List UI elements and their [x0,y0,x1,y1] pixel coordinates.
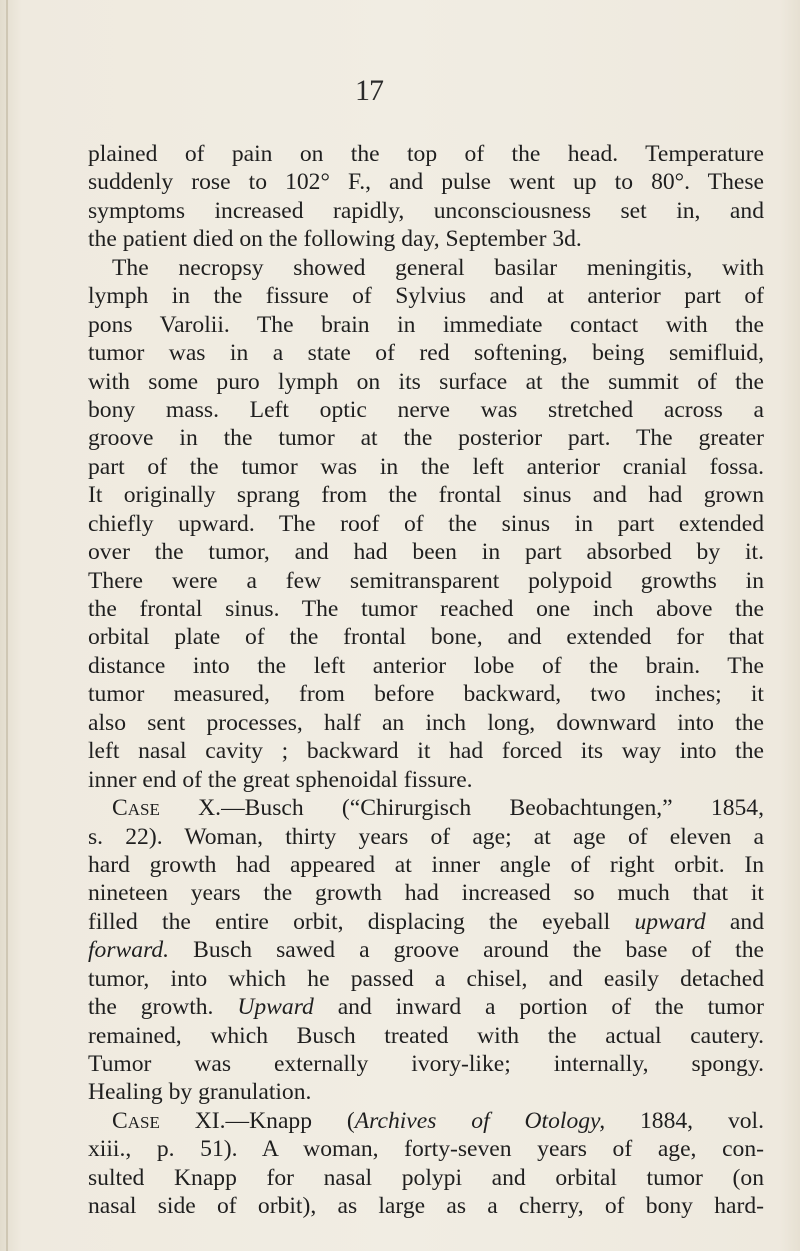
text-run: left nasal cavity ; backward it had forced its way into the [88,738,764,765]
text-line [88,168,764,196]
text-run: X.—Busch (“Chirurgisch Beobachtungen,” 1854, [159,795,764,822]
text-line [88,794,764,822]
text-line [88,453,764,481]
text-run: The necropsy showed general basilar meningitis, with [112,254,764,281]
text-run: remained, which Busch treated with the actual cautery. [88,1022,764,1049]
text-line [88,1050,764,1078]
italic-text: forward. [88,937,170,964]
text-line [88,368,764,396]
text-line [88,936,764,964]
text-run: lymph in the fissure of Sylvius and at anterior part of [88,283,764,310]
text-line [88,1078,764,1106]
page-number: 17 [355,74,383,107]
text-line [88,311,764,339]
text-line [88,510,764,538]
text-line [88,993,764,1021]
text-run: There were a few semitransparent polypoid growths in [88,567,764,594]
text-line [88,140,764,168]
text-run: over the tumor, and had been in part absorbed by it. [88,539,764,566]
text-run: plained of pain on the top of the head. Temperature [88,141,764,167]
text-line [88,225,764,253]
text-line [88,965,764,993]
text-line [88,396,764,424]
text-line [88,424,764,452]
text-line [88,197,764,225]
text-line [88,282,764,310]
text-line [88,1022,764,1050]
text-line [88,908,764,936]
text-line [88,623,764,651]
text-line [88,879,764,907]
text-run: orbital plate of the frontal bone, and extended for that [88,624,764,651]
text-line [88,766,764,794]
text-run: It originally sprang from the frontal sinus and had grown [88,482,764,509]
text-run: Healing by granulation. [88,1079,312,1106]
text-line [88,595,764,623]
text-run: tumor was in a state of red softening, being semifluid, [88,340,764,367]
text-run: inner end of the great sphenoidal fissure. [88,766,473,793]
text-run: nasal side of orbit), as large as a cherry, of bony hard- [88,1193,764,1220]
text-line [88,652,764,680]
text-run: tumor measured, from before backward, two inches; it [88,681,764,708]
text-line [88,254,764,282]
body-text [88,140,764,1221]
text-line [88,1192,764,1220]
text-line [88,1107,764,1135]
text-run: also sent processes, half an inch long, downward into the [88,709,764,736]
text-line [88,538,764,566]
text-run: Tumor was externally ivory-like; internally, spongy. [88,1051,764,1077]
italic-text: upward [634,908,706,935]
text-run: chiefly upward. The roof of the sinus in part extended [88,510,764,537]
text-line [88,1164,764,1192]
text-run: xiii., p. 51). A woman, forty-seven years of age, con- [88,1136,764,1163]
text-line [88,823,764,851]
text-run: tumor, into which he passed a chisel, and easily detached [88,965,764,992]
text-run: suddenly rose to 102° F., and pulse went up to 80°. These [88,169,764,196]
text-run: groove in the tumor at the posterior part. The greater [88,425,764,452]
text-line [88,1135,764,1163]
text-line [88,737,764,765]
text-run: the frontal sinus. The tumor reached one inch above the [88,596,764,622]
text-run: s. 22). Woman, thirty years of age; at age of eleven a [88,823,764,850]
text-run: part of the tumor was in the left anterior cranial fossa. [88,453,764,480]
case-heading: Case [112,795,160,822]
text-line [88,709,764,737]
text-run: distance into the left anterior lobe of the brain. The [88,652,764,679]
text-run: with some puro lymph on its surface at the summit of the [88,368,764,395]
text-line [88,567,764,595]
case-heading: Case [112,1107,160,1134]
text-run: symptoms increased rapidly, unconsciousness set in, and [88,197,764,224]
text-run: hard growth had appeared at inner angle of right orbit. In [88,851,764,878]
text-run: filled the entire orbit, displacing the eyeball [88,908,635,935]
text-line [88,339,764,367]
text-run: and inward a portion of the tumor [313,994,764,1021]
text-run: pons Varolii. The brain in immediate contact with the [88,311,764,338]
page-gutter-shadow [6,0,8,1251]
italic-text: Upward [237,994,314,1021]
text-run: and [705,908,764,935]
text-run: the growth. [88,994,238,1021]
text-run: XI.—Knapp ( [159,1107,355,1134]
text-run: nineteen years the growth had increased so much that it [88,880,764,907]
text-line [88,851,764,879]
text-line [88,680,764,708]
text-run: 1884, vol. [605,1107,764,1134]
text-run: bony mass. Left optic nerve was stretched across a [88,396,764,423]
text-run: Busch sawed a groove around the base of the [169,937,764,964]
text-run: the patient died on the following day, September 3d. [88,226,582,253]
italic-text: Archives of Otology, [354,1107,606,1134]
text-run: sulted Knapp for nasal polypi and orbital tumor (on [88,1164,764,1191]
text-line [88,481,764,509]
